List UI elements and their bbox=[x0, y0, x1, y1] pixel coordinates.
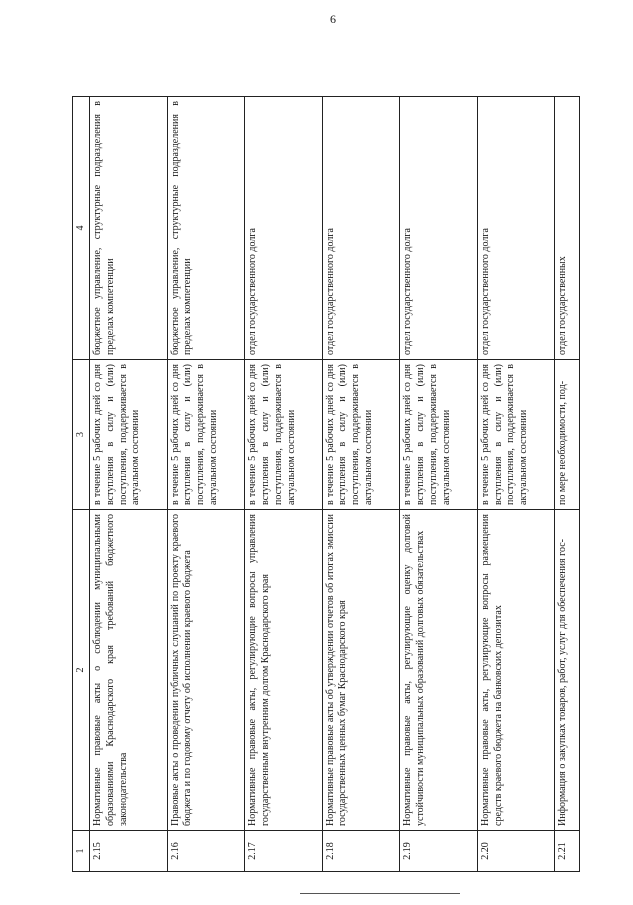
footer-divider bbox=[300, 893, 460, 894]
row-number: 2.19 bbox=[400, 831, 478, 872]
responsible-unit: отдел государственного долга bbox=[400, 97, 478, 360]
act-description: Нормативные правовые акты, регулирующие вопросы размещения средств краевого бюджета на банковских депозитах bbox=[477, 510, 555, 831]
act-description: Информация о закупках товаров, работ, услуг для обеспечения гос- bbox=[555, 510, 580, 831]
responsible-unit: отдел государственного долга bbox=[245, 97, 323, 360]
table-row bbox=[167, 97, 245, 872]
publication-term: в течение 5 рабочих дней со дня вступления в силу и (или) поступления, поддерживается в актуальном состоянии bbox=[90, 360, 168, 510]
responsible-unit: бюджетное управление, структурные подразделения в пределах компетенции bbox=[90, 97, 168, 360]
header-cell-3: 3 bbox=[73, 360, 90, 510]
act-description: Нормативные правовые акты об утверждении отчетов об итогах эмиссии государственных ценных бумаг Краснодарского края bbox=[322, 510, 400, 831]
publication-term: в течение 5 рабочих дней со дня вступления в силу и (или) поступления, поддерживается в актуальном состоянии bbox=[477, 360, 555, 510]
row-number: 2.17 bbox=[245, 831, 323, 872]
act-description: Нормативные правовые акты, регулирующие оценку долговой устойчивости муниципальных образований долговых обязательствах bbox=[400, 510, 478, 831]
document-table-wrapper bbox=[72, 97, 580, 872]
publication-term: по мере необходимости, под- bbox=[555, 360, 580, 510]
row-number: 2.15 bbox=[90, 831, 168, 872]
table-row bbox=[90, 97, 168, 872]
responsible-unit: бюджетное управление, структурные подразделения в пределах компетенции bbox=[167, 97, 245, 360]
table-header-row bbox=[73, 97, 90, 872]
header-cell-1: 1 bbox=[73, 831, 90, 872]
header-cell-2: 2 bbox=[73, 510, 90, 831]
publication-term: в течение 5 рабочих дней со дня вступления в силу и (или) поступления, поддерживается в актуальном состоянии bbox=[167, 360, 245, 510]
row-number: 2.21 bbox=[555, 831, 580, 872]
row-number: 2.18 bbox=[322, 831, 400, 872]
table-row bbox=[477, 97, 555, 872]
table-row bbox=[555, 97, 580, 872]
header-cell-4: 4 bbox=[73, 97, 90, 360]
responsible-unit: отдел государственного долга bbox=[322, 97, 400, 360]
act-description: Правовые акты о проведении публичных слушаний по проекту краевого бюджета и по годовому отчету об исполнении краевого бюджета bbox=[167, 510, 245, 831]
publication-term: в течение 5 рабочих дней со дня вступления в силу и (или) поступления, поддерживается в актуальном состоянии bbox=[400, 360, 478, 510]
row-number: 2.16 bbox=[167, 831, 245, 872]
table-row bbox=[322, 97, 400, 872]
act-description: Нормативные правовые акты, регулирующие вопросы управления государственным внутренним долгом Краснодарского края bbox=[245, 510, 323, 831]
table-row bbox=[400, 97, 478, 872]
page-number: 6 bbox=[330, 12, 336, 26]
responsible-unit: отдел государственных bbox=[555, 97, 580, 360]
table-row bbox=[245, 97, 323, 872]
act-description: Нормативные правовые акты о соблюдении муниципальными образованиями Краснодарского края требований бюджетного законодательства bbox=[90, 510, 168, 831]
responsible-unit: отдел государственного долга bbox=[477, 97, 555, 360]
publication-term: в течение 5 рабочих дней со дня вступления в силу и (или) поступления, поддерживается в актуальном состоянии bbox=[245, 360, 323, 510]
document-table bbox=[72, 96, 580, 872]
publication-term: в течение 5 рабочих дней со дня вступления в силу и (или) поступления, поддерживается в актуальном состоянии bbox=[322, 360, 400, 510]
row-number: 2.20 bbox=[477, 831, 555, 872]
